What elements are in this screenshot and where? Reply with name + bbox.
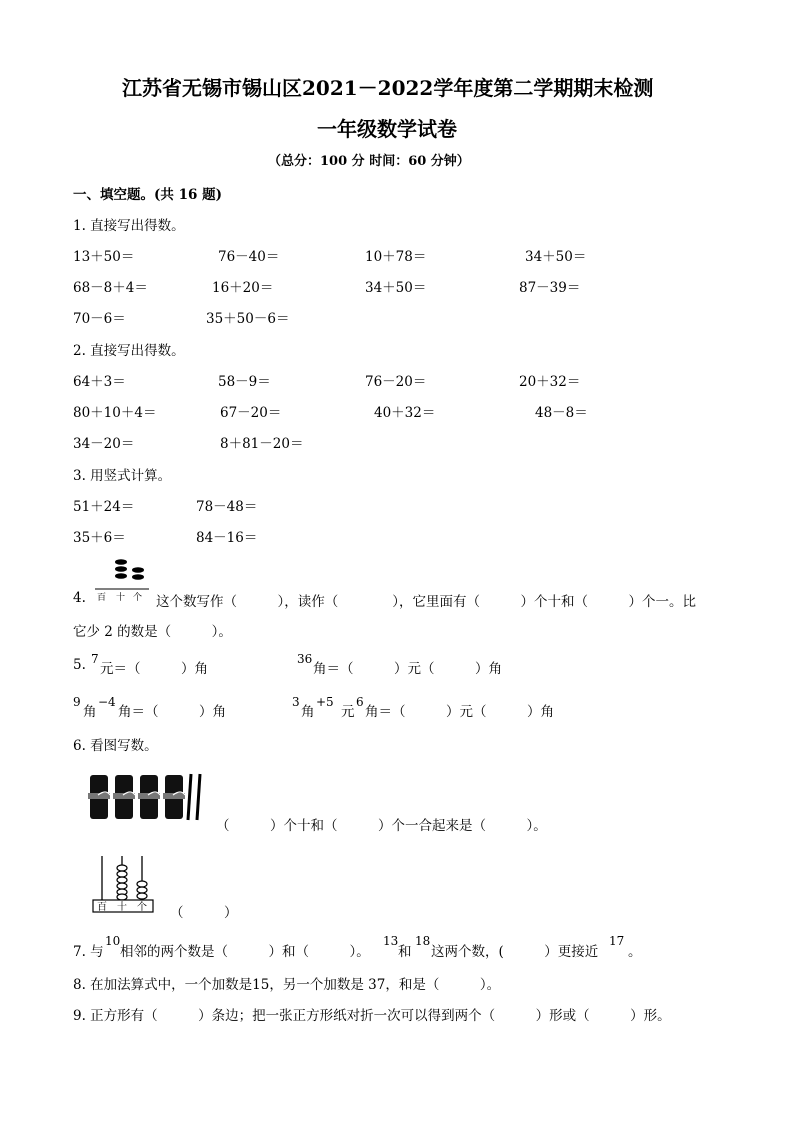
q6-line1: （ ）个十和（ ）个一合起来是（ ）。 bbox=[216, 818, 547, 834]
q2-item: 80＋10＋4＝ bbox=[73, 405, 157, 421]
q2-item: 76－20＝ bbox=[365, 374, 427, 390]
page-subtitle: 一年级数学试卷 bbox=[317, 117, 457, 141]
q2-item: 20＋32＝ bbox=[519, 374, 581, 390]
section-heading: 一、填空题。(共 16 题) bbox=[73, 187, 222, 203]
q5-value: 9 bbox=[73, 695, 81, 709]
q5-item: 角＝（ ）角 bbox=[118, 704, 226, 720]
q2-item: 64＋3＝ bbox=[73, 374, 126, 390]
abacus-label-ones: 个 bbox=[133, 593, 143, 602]
q1-item: 68－8＋4＝ bbox=[73, 280, 148, 296]
q2-item: 67－20＝ bbox=[220, 405, 282, 421]
bundle-3 bbox=[138, 775, 160, 819]
q5-unit: 元 bbox=[341, 704, 355, 720]
q7-text: 这两个数，( ）更接近 bbox=[431, 944, 599, 960]
abacus-image bbox=[92, 854, 156, 914]
q9-text: 9. 正方形有（ ）条边；把一张正方形纸对折一次可以得到两个（ ）形或（ ）形。 bbox=[73, 1008, 671, 1024]
q1-item: 70－6＝ bbox=[73, 311, 126, 327]
q5-item: 角＝（ ）元（ ）角 bbox=[313, 661, 502, 677]
q5-value: 3 bbox=[292, 695, 300, 709]
q7-text: 相邻的两个数是（ ）和（ ）。 bbox=[120, 944, 370, 960]
q5-number: 5. bbox=[73, 657, 86, 673]
q1-item: 13＋50＝ bbox=[73, 249, 135, 265]
counter-beads bbox=[115, 559, 144, 580]
exam-info: （总分：100 分 时间：60 分钟） bbox=[268, 154, 470, 169]
stick-bundles-image bbox=[86, 771, 204, 823]
q7-number: 18 bbox=[415, 934, 431, 948]
q5-value: 36 bbox=[297, 652, 313, 666]
tens-beads bbox=[117, 865, 127, 900]
q1-prompt: 1. 直接写出得数。 bbox=[73, 218, 185, 234]
q5-item: 角＝（ ）元（ ）角 bbox=[365, 704, 554, 720]
page-title: 江苏省无锡市锡山区2021－2022学年度第二学期期末检测 bbox=[122, 76, 654, 100]
abacus-label-ones: 个 bbox=[137, 902, 147, 913]
q3-item: 35＋6＝ bbox=[73, 530, 126, 546]
q3-prompt: 3. 用竖式计算。 bbox=[73, 468, 172, 484]
q2-item: 8＋81－20＝ bbox=[220, 436, 304, 452]
ones-beads bbox=[137, 881, 147, 899]
q3-item: 51＋24＝ bbox=[73, 499, 135, 515]
bundle-4 bbox=[163, 775, 185, 819]
q4-number: 4. bbox=[73, 590, 86, 606]
single-sticks bbox=[188, 774, 200, 820]
q1-item: 16＋20＝ bbox=[212, 280, 274, 296]
q1-item: 76－40＝ bbox=[218, 249, 280, 265]
abacus-label-tens: 十 bbox=[116, 593, 126, 602]
abacus-counters-image bbox=[95, 556, 153, 602]
q6-prompt: 6. 看图写数。 bbox=[73, 738, 158, 754]
q8-text: 8. 在加法算式中，一个加数是15，另一个加数是 37，和是（ ）。 bbox=[73, 977, 501, 993]
q5-value: −4 bbox=[98, 695, 116, 709]
q5-unit: 角 bbox=[301, 704, 315, 720]
q2-item: 40＋32＝ bbox=[374, 405, 436, 421]
bundle-1 bbox=[88, 775, 110, 819]
q1-item: 10＋78＝ bbox=[365, 249, 427, 265]
q7-pre: 7. 与 bbox=[73, 944, 104, 960]
q5-unit: 角 bbox=[83, 704, 97, 720]
q5-item: 元＝（ ）角 bbox=[100, 661, 208, 677]
q2-item: 58－9＝ bbox=[218, 374, 271, 390]
q5-value: +5 bbox=[316, 695, 334, 709]
bundle-2 bbox=[113, 775, 135, 819]
q7-text: 。 bbox=[628, 944, 642, 960]
abacus-label-hundreds: 百 bbox=[97, 593, 107, 602]
q1-item: 34＋50＝ bbox=[525, 249, 587, 265]
q2-item: 48－8＝ bbox=[535, 405, 588, 421]
q7-number: 13 bbox=[383, 934, 399, 948]
q7-number: 10 bbox=[105, 934, 121, 948]
q5-value: 6 bbox=[356, 695, 364, 709]
q2-prompt: 2. 直接写出得数。 bbox=[73, 343, 185, 359]
q1-item: 35＋50－6＝ bbox=[206, 311, 290, 327]
abacus-label-tens: 十 bbox=[117, 902, 127, 913]
q4-line1: 这个数写作（ ），读作（ ），它里面有（ ）个十和（ ）个一。比 bbox=[156, 594, 696, 610]
q4-line2: 它少 2 的数是（ ）。 bbox=[73, 624, 232, 640]
q6-line2: （ ） bbox=[170, 905, 238, 921]
q2-item: 34－20＝ bbox=[73, 436, 135, 452]
q7-number: 17 bbox=[609, 934, 625, 948]
q7-text: 和 bbox=[398, 944, 412, 960]
q3-item: 84－16＝ bbox=[196, 530, 258, 546]
q5-value: 7 bbox=[91, 652, 99, 666]
q1-item: 34＋50＝ bbox=[365, 280, 427, 296]
abacus-label-hundreds: 百 bbox=[97, 902, 107, 913]
q1-item: 87－39＝ bbox=[519, 280, 581, 296]
q3-item: 78－48＝ bbox=[196, 499, 258, 515]
